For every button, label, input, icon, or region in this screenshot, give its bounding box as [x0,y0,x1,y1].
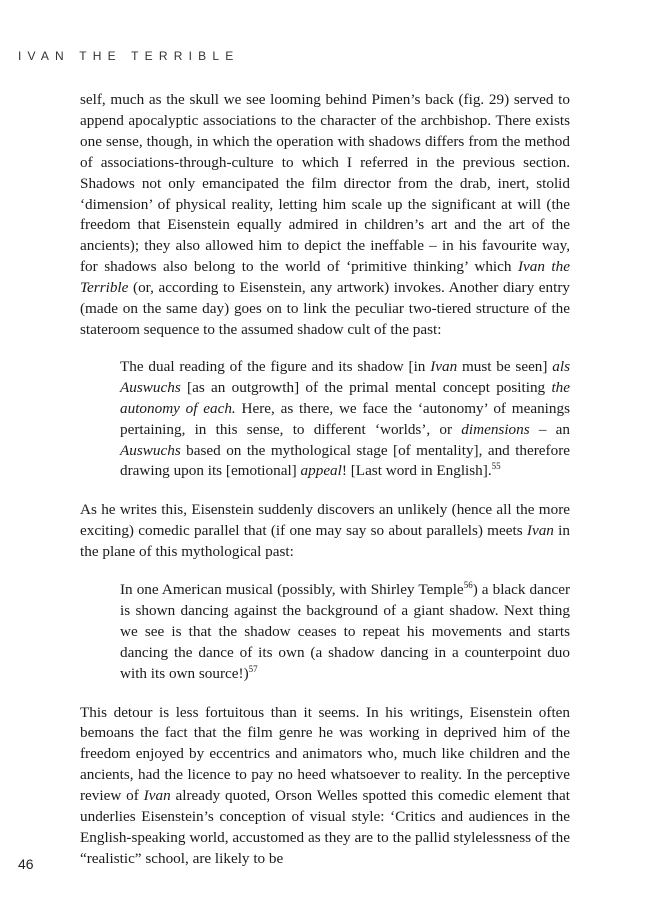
page-number: 46 [18,856,34,872]
block-quote: In one American musical (possibly, with Shirley Temple$^{56}$) a black dancer is shown dancing against the background of a giant shadow. Next thing we see is that the shadow ceases to repeat his movements and starts dancing the dance of its own (a shadow dancing in a counterpoint duo with its own source!)$^{57}$ [120,580,571,682]
block-quote: The dual reading of the figure and its shadow [in Ivan must be seen] als Auswuchs [as an outgrowth] of the primal mental concept positing the autonomy of each. Here, as there, we face the ‘autonomy’ of meanings pertaining, in this sense, to different ‘worlds’, or dimensions – an Auswuchs based on the mythological stage [of mentality], and therefore drawing upon its [emotional] appeal! [Last word in English].$^{55}$ [120,357,571,480]
page-body [80,90,570,870]
body-paragraph: This detour is less fortuitous than it seems. In his writings, Eisenstein often bemoans the fact that the film genre he was working in deprived him of the freedom enjoyed by eccentrics and animators who, much like children and the ancients, had the licence to pay no heed whatsoever to reality. In the perceptive review of Ivan already quoted, Orson Welles spotted this comedic element that underlies Eisenstein’s conception of visual style: ‘Critics and audiences in the English-speaking world, accustomed as they are to the pallid stylelessness of the “realistic” school, are likely to be [80,703,570,867]
footnote-ref: 57 [248,663,258,674]
footnote-ref: 56 [463,580,473,591]
footnote-ref: 55 [491,461,501,472]
running-head: IVAN THE TERRIBLE [18,49,240,63]
body-paragraph: As he writes this, Eisenstein suddenly discovers an unlikely (hence all the more exciting) comedic parallel that (if one may say so about parallels) meets Ivan in the plane of this mythological past: [80,501,570,561]
body-paragraph: self, much as the skull we see looming behind Pimen’s back (fig. 29) served to append apocalyptic associations to the character of the archbishop. There exists one sense, though, in which the operation with shadows differs from the method of associations-through-culture to which I referred in the previous section. Shadows not only emancipated the film director from the drab, inert, stolid ‘dimension’ of physical reality, letting him scale up the significant at will (the freedom that Eisenstein equally admired in children’s art and the art of the ancients); they also allowed him to depict the ineffable – in his favourite way, for shadows also belong to the world of ‘primitive thinking’ which Ivan the Terrible (or, according to Eisenstein, any artwork) invokes. Another diary entry (made on the same day) goes on to link the peculiar two-tiered structure of the stateroom sequence to the assumed shadow cult of the past: [80,91,570,338]
